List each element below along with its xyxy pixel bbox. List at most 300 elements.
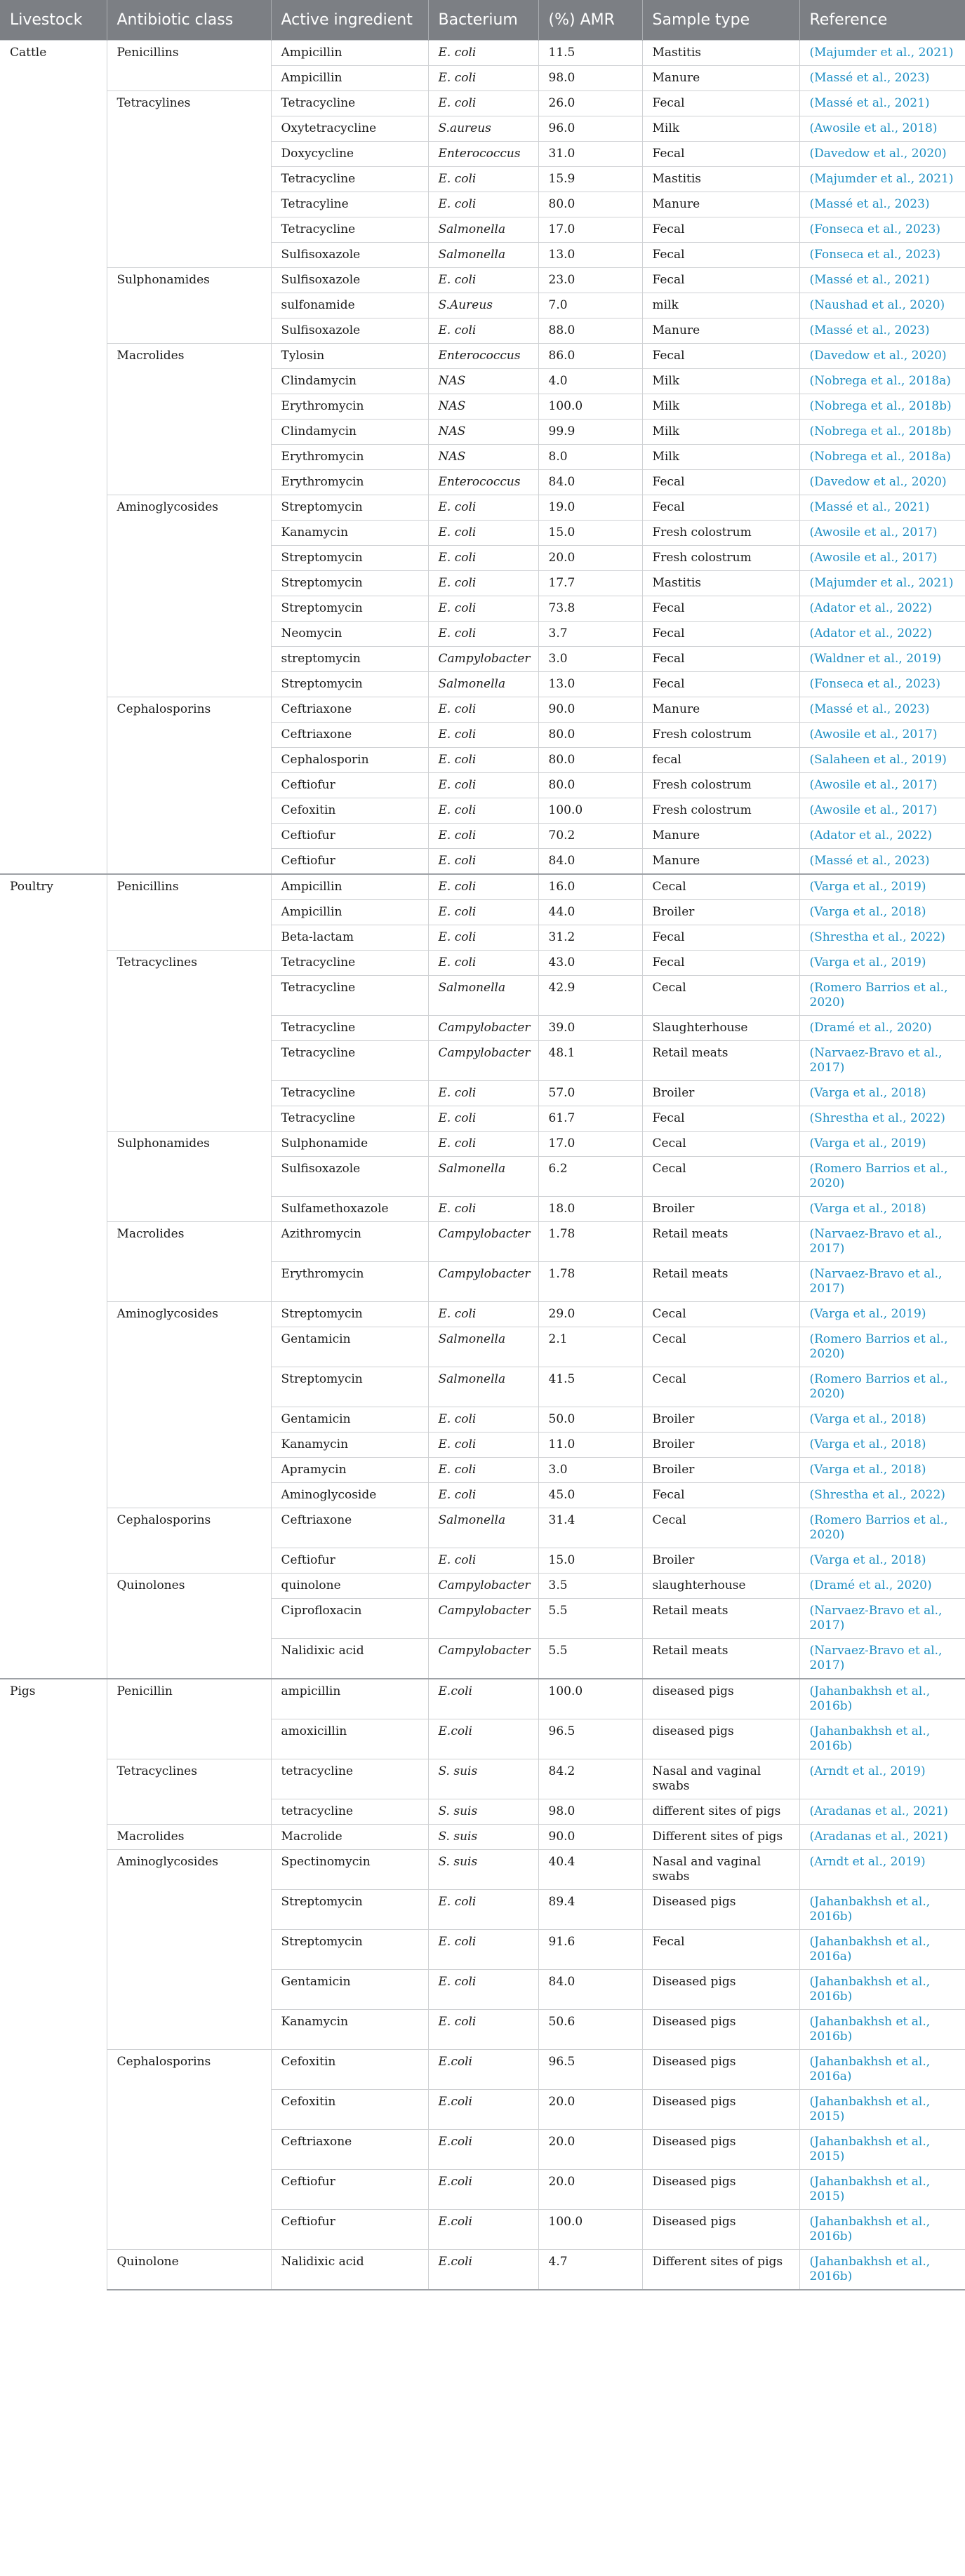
amr-percent-cell <box>538 1433 642 1458</box>
active-ingredient-cell <box>271 1890 428 1930</box>
amr-percent-cell <box>538 1327 642 1367</box>
bacterium-cell <box>428 2130 538 2170</box>
reference-link-text[interactable]: (Massé et al., 2023) <box>809 854 930 868</box>
reference-link[interactable] <box>799 798 965 824</box>
bacterium-text: Campylobacter <box>438 1604 531 1618</box>
reference-link[interactable] <box>799 1041 965 1081</box>
reference-link[interactable] <box>799 344 965 369</box>
antibiotic-class-cell <box>107 1759 271 1825</box>
reference-link-text[interactable]: (Massé et al., 2021) <box>809 96 930 110</box>
reference-link-text[interactable]: (Jahanbakhsh et al., 2015) <box>809 2135 931 2164</box>
bacterium-text: E. coli <box>438 2015 477 2029</box>
amr-percent-cell <box>538 1483 642 1508</box>
antibiotic-class-cell <box>107 1825 271 1850</box>
amr-percent-cell <box>538 116 642 142</box>
reference-link-text[interactable]: (Narvaez-Bravo et al., 2017) <box>809 1227 943 1256</box>
sample-type-cell <box>642 1016 799 1041</box>
reference-link[interactable] <box>799 697 965 723</box>
antibiotic-class-label: Sulphonamides <box>117 1136 210 1151</box>
reference-link-text[interactable]: (Jahanbakhsh et al., 2015) <box>809 2095 931 2124</box>
bacterium-cell <box>428 824 538 849</box>
amr-percent-text: 100.0 <box>548 2215 583 2229</box>
active-ingredient-text: tetracycline <box>281 1764 354 1778</box>
reference-link[interactable] <box>799 420 965 445</box>
bacterium-cell <box>428 900 538 925</box>
active-ingredient-text: Gentamicin <box>281 1975 351 1989</box>
table-row <box>0 495 965 521</box>
amr-percent-cell <box>538 217 642 243</box>
reference-link-text[interactable]: (Fonseca et al., 2023) <box>809 222 941 236</box>
reference-link-text[interactable]: (Varga et al., 2019) <box>809 1307 926 1321</box>
sample-type-text: different sites of pigs <box>652 1804 781 1818</box>
reference-link[interactable] <box>799 1639 965 1679</box>
bacterium-text: Campylobacter <box>438 1021 531 1035</box>
reference-link[interactable] <box>799 1433 965 1458</box>
reference-link-text[interactable]: (Dramé et al., 2020) <box>809 1578 932 1592</box>
active-ingredient-text: Sulfisoxazole <box>281 323 361 337</box>
sample-type-text: Fecal <box>652 475 685 489</box>
bacterium-text: E. coli <box>438 1307 477 1321</box>
reference-link[interactable] <box>799 1327 965 1367</box>
reference-link[interactable] <box>799 1222 965 1262</box>
reference-link-text[interactable]: (Narvaez-Bravo et al., 2017) <box>809 1644 943 1672</box>
active-ingredient-text: Streptomycin <box>281 1372 363 1386</box>
bacterium-text: E. coli <box>438 71 477 85</box>
active-ingredient-cell <box>271 1825 428 1850</box>
reference-link[interactable] <box>799 925 965 951</box>
reference-link[interactable] <box>799 723 965 748</box>
bacterium-text: E. coli <box>438 1136 477 1151</box>
amr-percent-text: 16.0 <box>548 880 575 894</box>
amr-percent-text: 11.0 <box>548 1437 575 1451</box>
reference-link[interactable] <box>799 318 965 344</box>
amr-percent-cell <box>538 1679 642 1719</box>
antibiotic-class-cell <box>107 1508 271 1574</box>
sample-type-text: Manure <box>652 71 700 85</box>
reference-link-text[interactable]: (Varga et al., 2018) <box>809 1412 926 1426</box>
reference-link[interactable] <box>799 1548 965 1574</box>
reference-link-text[interactable]: (Varga et al., 2018) <box>809 1086 926 1100</box>
sample-type-text: Diseased pigs <box>652 2095 736 2109</box>
reference-link-text[interactable]: (Romero Barrios et al., 2020) <box>809 1162 948 1190</box>
reference-link-text[interactable]: (Jahanbakhsh et al., 2016b) <box>809 2255 931 2283</box>
sample-type-text: slaughterhouse <box>652 1578 746 1592</box>
amr-percent-cell <box>538 596 642 622</box>
reference-link-text[interactable]: (Varga et al., 2018) <box>809 1202 926 1216</box>
active-ingredient-text: Ceftiofur <box>281 829 335 843</box>
sample-type-text: Cecal <box>652 1513 686 1527</box>
reference-link[interactable] <box>799 521 965 546</box>
reference-link-text[interactable]: (Jahanbakhsh et al., 2016b) <box>809 1975 931 2004</box>
reference-link[interactable] <box>799 1890 965 1930</box>
antibiotic-class-label: Aminoglycosides <box>117 500 219 514</box>
reference-link[interactable] <box>799 1081 965 1106</box>
reference-link[interactable] <box>799 1458 965 1483</box>
amr-percent-text: 4.7 <box>548 2255 568 2269</box>
sample-type-cell <box>642 268 799 293</box>
active-ingredient-text: Tetracyline <box>281 197 349 211</box>
reference-link[interactable] <box>799 976 965 1016</box>
reference-link-text[interactable]: (Adator et al., 2022) <box>809 626 932 640</box>
reference-link-text[interactable]: (Davedow et al., 2020) <box>809 475 947 489</box>
reference-link[interactable] <box>799 217 965 243</box>
reference-link[interactable] <box>799 748 965 773</box>
header-row <box>0 0 965 41</box>
active-ingredient-cell <box>271 1458 428 1483</box>
sample-type-cell <box>642 1222 799 1262</box>
reference-link[interactable] <box>799 116 965 142</box>
reference-link[interactable] <box>799 2010 965 2050</box>
reference-link[interactable] <box>799 1574 965 1599</box>
amr-percent-cell <box>538 1508 642 1548</box>
reference-link-text[interactable]: (Arndt et al., 2019) <box>809 1764 926 1778</box>
bacterium-text: E. coli <box>438 880 477 894</box>
antibiotic-class-cell <box>107 874 271 951</box>
amr-percent-cell <box>538 1970 642 2010</box>
reference-link[interactable] <box>799 394 965 420</box>
bacterium-cell <box>428 1825 538 1850</box>
reference-link-text[interactable]: (Varga et al., 2018) <box>809 905 926 919</box>
bacterium-text: S.Aureus <box>438 298 493 312</box>
bacterium-cell <box>428 2050 538 2090</box>
reference-link-text[interactable]: (Shrestha et al., 2022) <box>809 1111 945 1125</box>
reference-link-text[interactable]: (Arndt et al., 2019) <box>809 1855 926 1869</box>
sample-type-cell <box>642 723 799 748</box>
reference-link[interactable] <box>799 1970 965 2010</box>
reference-link[interactable] <box>799 192 965 217</box>
reference-link[interactable] <box>799 1367 965 1407</box>
reference-link[interactable] <box>799 495 965 521</box>
active-ingredient-text: Doxycycline <box>281 147 354 161</box>
reference-link-text[interactable]: (Massé et al., 2023) <box>809 323 930 337</box>
sample-type-cell <box>642 571 799 596</box>
active-ingredient-text: Clindamycin <box>281 424 357 438</box>
active-ingredient-cell <box>271 1327 428 1367</box>
reference-link-text[interactable]: (Salaheen et al., 2019) <box>809 753 947 767</box>
active-ingredient-text: Ceftiofur <box>281 2215 335 2229</box>
reference-link[interactable] <box>799 1407 965 1433</box>
reference-link[interactable] <box>799 874 965 900</box>
active-ingredient-text: Ceftriaxone <box>281 727 352 742</box>
reference-link[interactable] <box>799 1799 965 1825</box>
amr-percent-cell <box>538 647 642 672</box>
reference-link-text[interactable]: (Awosile et al., 2018) <box>809 121 938 135</box>
reference-link[interactable] <box>799 1302 965 1327</box>
sample-type-text: Manure <box>652 323 700 337</box>
sample-type-cell <box>642 1508 799 1548</box>
reference-link[interactable] <box>799 824 965 849</box>
reference-link-text[interactable]: (Naushad et al., 2020) <box>809 298 945 312</box>
bacterium-cell <box>428 925 538 951</box>
bacterium-text: E. coli <box>438 525 477 539</box>
sample-type-text: Fresh colostrum <box>652 525 752 539</box>
reference-link-text[interactable]: (Varga et al., 2018) <box>809 1553 926 1567</box>
reference-link-text[interactable]: (Massé et al., 2023) <box>809 71 930 85</box>
table-row <box>0 697 965 723</box>
amr-percent-text: 42.9 <box>548 981 575 995</box>
sample-type-text: Slaughterhouse <box>652 1021 748 1035</box>
amr-percent-text: 80.0 <box>548 753 575 767</box>
bacterium-text: Campylobacter <box>438 1644 531 1658</box>
reference-link[interactable] <box>799 1262 965 1302</box>
reference-link-text[interactable]: (Davedow et al., 2020) <box>809 147 947 161</box>
reference-link-text[interactable]: (Romero Barrios et al., 2020) <box>809 1513 948 1542</box>
reference-link[interactable] <box>799 1599 965 1639</box>
reference-link[interactable] <box>799 1850 965 1890</box>
active-ingredient-cell <box>271 2250 428 2290</box>
bacterium-cell <box>428 167 538 192</box>
amr-percent-cell <box>538 1458 642 1483</box>
active-ingredient-text: Ampicillin <box>281 46 342 60</box>
bacterium-text: E. coli <box>438 930 477 944</box>
sample-type-cell <box>642 91 799 116</box>
reference-link-text[interactable]: (Nobrega et al., 2018b) <box>809 424 952 438</box>
reference-link[interactable] <box>799 1719 965 1759</box>
amr-percent-cell <box>538 2010 642 2050</box>
reference-link[interactable] <box>799 369 965 394</box>
reference-link-text[interactable]: (Varga et al., 2019) <box>809 1136 926 1151</box>
reference-link-text[interactable]: (Dramé et al., 2020) <box>809 1021 932 1035</box>
reference-link-text[interactable]: (Aradanas et al., 2021) <box>809 1830 948 1844</box>
reference-link[interactable] <box>799 167 965 192</box>
amr-percent-cell <box>538 2210 642 2250</box>
active-ingredient-cell <box>271 849 428 875</box>
reference-link-text[interactable]: (Majumder et al., 2021) <box>809 576 954 590</box>
bacterium-text: Salmonella <box>438 1332 506 1346</box>
header-reference: Reference <box>799 0 965 41</box>
reference-link[interactable] <box>799 268 965 293</box>
bacterium-text: Salmonella <box>438 677 506 691</box>
amr-percent-cell <box>538 1599 642 1639</box>
reference-link-text[interactable]: (Fonseca et al., 2023) <box>809 248 941 262</box>
reference-link-text[interactable]: (Shrestha et al., 2022) <box>809 1488 945 1502</box>
reference-link[interactable] <box>799 470 965 495</box>
active-ingredient-text: Streptomycin <box>281 1307 363 1321</box>
amr-percent-text: 88.0 <box>548 323 575 337</box>
sample-type-text: Broiler <box>652 1412 695 1426</box>
bacterium-text: E.coli <box>438 2175 472 2189</box>
reference-link-text[interactable]: (Jahanbakhsh et al., 2016a) <box>809 2055 931 2084</box>
amr-percent-text: 2.1 <box>548 1332 568 1346</box>
reference-link[interactable] <box>799 1483 965 1508</box>
active-ingredient-cell <box>271 495 428 521</box>
reference-link-text[interactable]: (Narvaez-Bravo et al., 2017) <box>809 1604 943 1632</box>
reference-link-text[interactable]: (Majumder et al., 2021) <box>809 46 954 60</box>
active-ingredient-cell <box>271 1041 428 1081</box>
sample-type-cell <box>642 1930 799 1970</box>
bacterium-cell <box>428 91 538 116</box>
reference-link[interactable] <box>799 2090 965 2130</box>
reference-link[interactable] <box>799 571 965 596</box>
antibiotic-class-cell <box>107 1132 271 1222</box>
sample-type-text: diseased pigs <box>652 1684 734 1698</box>
reference-link-text[interactable]: (Narvaez-Bravo et al., 2017) <box>809 1267 943 1296</box>
bacterium-text: E.coli <box>438 2255 472 2269</box>
active-ingredient-cell <box>271 925 428 951</box>
reference-link-text[interactable]: (Varga et al., 2018) <box>809 1437 926 1451</box>
reference-link[interactable] <box>799 1508 965 1548</box>
bacterium-cell <box>428 1433 538 1458</box>
sample-type-text: Mastitis <box>652 576 702 590</box>
active-ingredient-text: Streptomycin <box>281 1895 363 1909</box>
reference-link[interactable] <box>799 41 965 66</box>
bacterium-cell <box>428 2010 538 2050</box>
reference-link[interactable] <box>799 243 965 268</box>
bacterium-text: E. coli <box>438 551 477 565</box>
reference-link-text[interactable]: (Romero Barrios et al., 2020) <box>809 981 948 1009</box>
reference-link-text[interactable]: (Jahanbakhsh et al., 2016b) <box>809 1724 931 1753</box>
amr-percent-cell <box>538 318 642 344</box>
reference-link-text[interactable]: (Majumder et al., 2021) <box>809 172 954 186</box>
sample-type-cell <box>642 596 799 622</box>
reference-link-text[interactable]: (Jahanbakhsh et al., 2016b) <box>809 2015 931 2044</box>
active-ingredient-cell <box>271 798 428 824</box>
reference-link[interactable] <box>799 1825 965 1850</box>
reference-link-text[interactable]: (Jahanbakhsh et al., 2016b) <box>809 1684 931 1713</box>
bacterium-text: S.aureus <box>438 121 491 135</box>
reference-link-text[interactable]: (Shrestha et al., 2022) <box>809 930 945 944</box>
active-ingredient-text: Neomycin <box>281 626 342 640</box>
reference-link[interactable] <box>799 773 965 798</box>
reference-link[interactable] <box>799 1759 965 1799</box>
reference-link-text[interactable]: (Jahanbakhsh et al., 2016b) <box>809 1895 931 1924</box>
amr-percent-text: 90.0 <box>548 702 575 716</box>
reference-link[interactable] <box>799 293 965 318</box>
active-ingredient-text: Sulfisoxazole <box>281 1162 361 1176</box>
reference-link[interactable] <box>799 672 965 697</box>
active-ingredient-text: Streptomycin <box>281 576 363 590</box>
reference-link[interactable] <box>799 1930 965 1970</box>
reference-link[interactable] <box>799 1197 965 1222</box>
reference-link-text[interactable]: (Jahanbakhsh et al., 2016b) <box>809 2215 931 2243</box>
table-header <box>0 0 965 41</box>
amr-percent-cell <box>538 1302 642 1327</box>
active-ingredient-cell <box>271 900 428 925</box>
amr-percent-text: 3.5 <box>548 1578 568 1592</box>
reference-link-text[interactable]: (Massé et al., 2021) <box>809 500 930 514</box>
amr-percent-cell <box>538 1930 642 1970</box>
reference-link[interactable] <box>799 2130 965 2170</box>
reference-link[interactable] <box>799 622 965 647</box>
reference-link[interactable] <box>799 951 965 976</box>
amr-percent-text: 8.0 <box>548 450 568 464</box>
active-ingredient-cell <box>271 1132 428 1157</box>
reference-link-text[interactable]: (Awosile et al., 2017) <box>809 525 938 539</box>
reference-link[interactable] <box>799 2250 965 2290</box>
active-ingredient-cell <box>271 1548 428 1574</box>
bacterium-text: E. coli <box>438 1111 477 1125</box>
reference-link[interactable] <box>799 647 965 672</box>
reference-link-text[interactable]: (Awosile et al., 2017) <box>809 551 938 565</box>
active-ingredient-cell <box>271 445 428 470</box>
reference-link[interactable] <box>799 66 965 91</box>
reference-link-text[interactable]: (Adator et al., 2022) <box>809 829 932 843</box>
active-ingredient-text: amoxicillin <box>281 1724 347 1738</box>
sample-type-cell <box>642 1890 799 1930</box>
reference-link-text[interactable]: (Nobrega et al., 2018a) <box>809 374 951 388</box>
reference-link[interactable] <box>799 900 965 925</box>
reference-link[interactable] <box>799 1157 965 1197</box>
sample-type-text: Cecal <box>652 1162 686 1176</box>
active-ingredient-cell <box>271 1197 428 1222</box>
reference-link[interactable] <box>799 2050 965 2090</box>
reference-link-text[interactable]: (Fonseca et al., 2023) <box>809 677 941 691</box>
reference-link-text[interactable]: (Nobrega et al., 2018a) <box>809 450 951 464</box>
reference-link-text[interactable]: (Massé et al., 2023) <box>809 197 930 211</box>
bacterium-text: Enterococcus <box>438 147 521 161</box>
bacterium-text: Campylobacter <box>438 652 531 666</box>
reference-link-text[interactable]: (Varga et al., 2018) <box>809 1463 926 1477</box>
sample-type-text: Fecal <box>652 677 685 691</box>
reference-link-text[interactable]: (Massé et al., 2023) <box>809 702 930 716</box>
sample-type-text: Retail meats <box>652 1227 728 1241</box>
reference-link[interactable] <box>799 2170 965 2210</box>
amr-percent-cell <box>538 951 642 976</box>
active-ingredient-cell <box>271 1367 428 1407</box>
bacterium-cell <box>428 647 538 672</box>
active-ingredient-text: Sulphonamide <box>281 1136 368 1151</box>
amr-percent-cell <box>538 369 642 394</box>
bacterium-text: E. coli <box>438 1412 477 1426</box>
bacterium-cell <box>428 142 538 167</box>
bacterium-cell <box>428 192 538 217</box>
reference-link-text[interactable]: (Waldner et al., 2019) <box>809 652 942 666</box>
reference-link-text[interactable]: (Nobrega et al., 2018b) <box>809 399 952 413</box>
reference-link-text[interactable]: (Adator et al., 2022) <box>809 601 932 615</box>
sample-type-text: Diseased pigs <box>652 2175 736 2189</box>
amr-percent-cell <box>538 798 642 824</box>
active-ingredient-cell <box>271 697 428 723</box>
amr-percent-text: 5.5 <box>548 1644 568 1658</box>
reference-link[interactable] <box>799 142 965 167</box>
reference-link[interactable] <box>799 596 965 622</box>
bacterium-text: Campylobacter <box>438 1227 531 1241</box>
bacterium-text: Enterococcus <box>438 475 521 489</box>
reference-link[interactable] <box>799 445 965 470</box>
active-ingredient-cell <box>271 1574 428 1599</box>
amr-percent-text: 4.0 <box>548 374 568 388</box>
reference-link-text[interactable]: (Awosile et al., 2017) <box>809 803 938 817</box>
reference-link[interactable] <box>799 1106 965 1132</box>
reference-link[interactable] <box>799 849 965 875</box>
reference-link-text[interactable]: (Narvaez-Bravo et al., 2017) <box>809 1046 943 1075</box>
reference-link-text[interactable]: (Romero Barrios et al., 2020) <box>809 1332 948 1361</box>
active-ingredient-text: Nalidixic acid <box>281 1644 364 1658</box>
reference-link[interactable] <box>799 546 965 571</box>
bacterium-text: E. coli <box>438 46 477 60</box>
reference-link-text[interactable]: (Jahanbakhsh et al., 2016a) <box>809 1935 931 1964</box>
reference-link[interactable] <box>799 91 965 116</box>
active-ingredient-text: Erythromycin <box>281 1267 364 1281</box>
reference-link-text[interactable]: (Massé et al., 2021) <box>809 273 930 287</box>
reference-link-text[interactable]: (Varga et al., 2019) <box>809 955 926 970</box>
reference-link-text[interactable]: (Awosile et al., 2017) <box>809 778 938 792</box>
bacterium-text: Campylobacter <box>438 1046 531 1060</box>
reference-link[interactable] <box>799 2210 965 2250</box>
reference-link-text[interactable]: (Jahanbakhsh et al., 2015) <box>809 2175 931 2203</box>
bacterium-cell <box>428 1759 538 1799</box>
amr-percent-text: 17.7 <box>548 576 575 590</box>
reference-link[interactable] <box>799 1132 965 1157</box>
reference-link-text[interactable]: (Varga et al., 2019) <box>809 880 926 894</box>
reference-link[interactable] <box>799 1679 965 1719</box>
reference-link-text[interactable]: (Awosile et al., 2017) <box>809 727 938 742</box>
reference-link-text[interactable]: (Aradanas et al., 2021) <box>809 1804 948 1818</box>
amr-percent-text: 17.0 <box>548 222 575 236</box>
reference-link-text[interactable]: (Romero Barrios et al., 2020) <box>809 1372 948 1401</box>
reference-link-text[interactable]: (Davedow et al., 2020) <box>809 349 947 363</box>
reference-link[interactable] <box>799 1016 965 1041</box>
